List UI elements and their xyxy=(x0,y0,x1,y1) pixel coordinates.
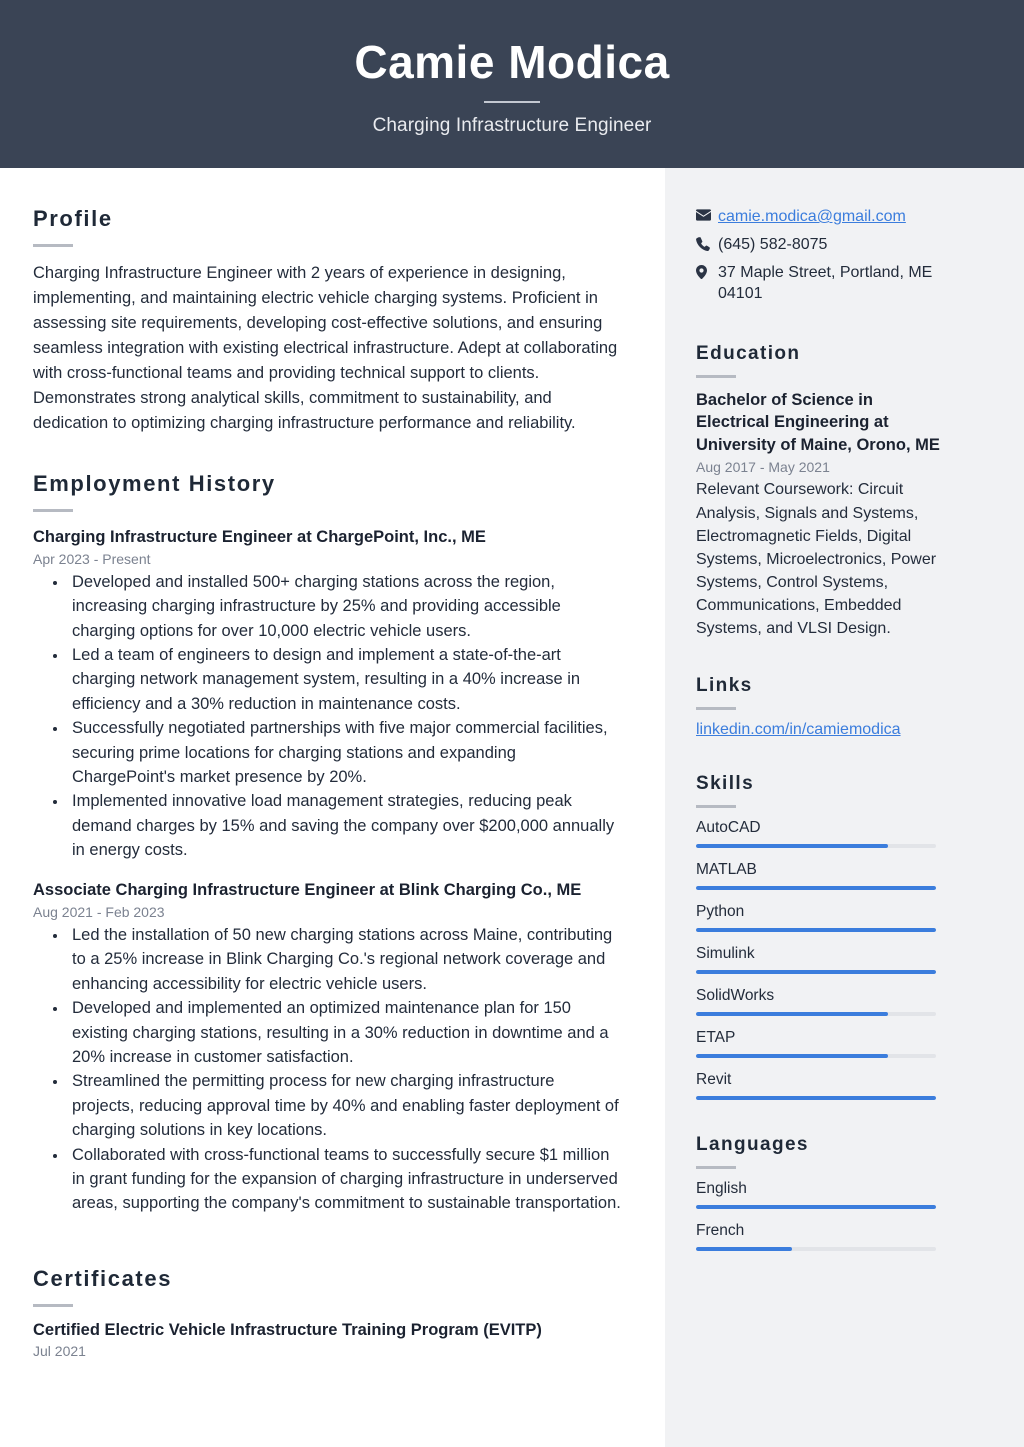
skill-label: ETAP xyxy=(696,1028,736,1046)
skill-item xyxy=(696,903,950,932)
job-entry xyxy=(33,879,621,1216)
contact-value: (645) 582-8075 xyxy=(718,235,828,253)
section-divider xyxy=(33,244,73,247)
resume-header xyxy=(0,0,1024,168)
skills-heading: Skills xyxy=(696,772,755,794)
level-fill xyxy=(696,844,888,848)
skill-level-bar xyxy=(696,1012,936,1016)
section-employment-history xyxy=(33,471,621,1216)
certificate-title: Certified Electric Vehicle Infrastructure Training Program (EVITP) xyxy=(33,1320,542,1339)
employment-heading: Employment History xyxy=(33,470,276,496)
header-job-title: Charging Infrastructure Engineer xyxy=(372,114,652,136)
skill-item xyxy=(696,987,950,1016)
certificate-entry xyxy=(33,1321,621,1359)
skill-level-bar xyxy=(696,970,936,974)
section-languages xyxy=(696,1134,950,1251)
skill-item xyxy=(696,819,950,848)
job-bullet: • Led the installation of 50 new charging stations across Maine, contributing to a 25% increase in Blink Charging Co.'s regional network coverage and enhancing accessibility for electric vehicle users. xyxy=(68,923,621,996)
job-bullet: • Developed and installed 500+ charging stations across the region, increasing charging infrastructure by 25% and providing accessible charging options for over 10,000 electric vehicle users. xyxy=(68,570,621,643)
skill-label: Python xyxy=(696,902,745,920)
phone-icon xyxy=(696,234,718,251)
sidebar-link[interactable]: linkedin.com/in/camiemodica xyxy=(696,720,901,738)
skill-label: SolidWorks xyxy=(696,986,775,1004)
education-description: Relevant Coursework: Circuit Analysis, Signals and Systems, Electromagnetic Fields, Digital Systems, Microelectronics, Power Systems, Control Systems, Communications, Embedded Systems, and VLSI Design. xyxy=(696,481,937,638)
languages-heading: Languages xyxy=(696,1133,809,1155)
level-fill xyxy=(696,1247,792,1251)
certificates-heading: Certificates xyxy=(33,1265,173,1291)
job-bullet-list xyxy=(54,923,621,1216)
job-bullet: • Successfully negotiated partnerships with five major commercial facilities, securing prime locations for charging stations and expanding ChargePoint's market presence by 20%. xyxy=(68,716,621,789)
contact-info xyxy=(696,206,950,305)
spacer xyxy=(33,1232,621,1266)
section-divider xyxy=(696,1166,736,1169)
language-label: English xyxy=(696,1179,747,1197)
main-column xyxy=(0,168,665,1447)
job-entry xyxy=(33,526,621,863)
certificates-list xyxy=(33,1321,621,1359)
envelope-icon xyxy=(696,206,718,221)
job-bullet: • Led a team of engineers to design and implement a state-of-the-art charging network management system, resulting in a 40% increase in efficiency and a 30% reduction in maintenance costs. xyxy=(68,643,621,716)
job-bullet: • Developed and implemented an optimized maintenance plan for 150 existing charging stations, resulting in a 30% reduction in downtime and a 20% increase in customer satisfaction. xyxy=(68,996,621,1069)
profile-text: Charging Infrastructure Engineer with 2 years of experience in designing, implementing, and maintaining electric vehicle charging systems. Proficient in assessing site requirements, developing cost-effective solutions, and ensuring seamless integration with existing electrical infrastructure. Adept at collaborating with cross-functional teams and providing technical support to clients. Demonstrates strong analytical skills, commitment to sustainability, and dedication to optimizing charging infrastructure performance and reliability. xyxy=(33,264,618,433)
level-fill xyxy=(696,970,936,974)
section-divider xyxy=(696,707,736,710)
contact-value: 37 Maple Street, Portland, ME 04101 xyxy=(718,263,933,303)
level-fill xyxy=(696,1012,888,1016)
section-divider xyxy=(696,375,736,378)
job-dates: Apr 2023 - Present xyxy=(33,550,151,567)
level-fill xyxy=(696,928,936,932)
level-fill xyxy=(696,886,936,890)
links-list xyxy=(696,721,950,739)
language-level-bar xyxy=(696,1205,936,1209)
skill-level-bar xyxy=(696,844,936,848)
skills-list xyxy=(696,819,950,1100)
contact-row xyxy=(696,206,950,228)
section-certificates xyxy=(33,1266,621,1359)
education-heading: Education xyxy=(696,343,801,364)
contact-value xyxy=(718,206,950,228)
job-dates: Aug 2021 - Feb 2023 xyxy=(33,903,165,920)
section-education xyxy=(696,343,950,641)
language-level-bar xyxy=(696,1247,936,1251)
contact-row xyxy=(696,234,950,256)
jobs-list xyxy=(33,526,621,1216)
job-bullet: • Implemented innovative load management strategies, reducing peak demand charges by 15% and saving the company over $200,000 annually in energy costs. xyxy=(68,789,621,862)
language-item xyxy=(696,1180,950,1209)
spacer xyxy=(33,437,621,471)
contact-row xyxy=(696,262,950,306)
language-item xyxy=(696,1222,950,1251)
job-title: Associate Charging Infrastructure Engineer at Blink Charging Co., ME xyxy=(33,880,582,899)
skill-label: Revit xyxy=(696,1070,732,1088)
skill-item xyxy=(696,1071,950,1100)
job-bullet-list xyxy=(54,570,621,863)
skill-label: Simulink xyxy=(696,944,755,962)
education-dates: Aug 2017 - May 2021 xyxy=(696,459,830,476)
job-bullet: • Collaborated with cross-functional teams to successfully secure $1 million in grant funding for the expansion of charging infrastructure in underserved areas, supporting the company's commitment to sustainable transportation. xyxy=(68,1143,621,1216)
level-fill xyxy=(696,1054,888,1058)
skill-level-bar xyxy=(696,928,936,932)
section-links xyxy=(696,675,950,739)
level-fill xyxy=(696,1096,936,1100)
skill-item xyxy=(696,945,950,974)
languages-list xyxy=(696,1180,950,1251)
sidebar-column xyxy=(665,168,1024,1447)
job-bullet: • Streamlined the permitting process for new charging infrastructure projects, reducing approval time by 40% and enabling faster deployment of charging solutions in key locations. xyxy=(68,1069,621,1142)
job-title: Charging Infrastructure Engineer at ChargePoint, Inc., ME xyxy=(33,527,486,546)
skill-level-bar xyxy=(696,886,936,890)
contact-email-link[interactable]: camie.modica@gmail.com xyxy=(718,208,906,225)
language-label: French xyxy=(696,1221,745,1239)
resume-body xyxy=(0,168,1024,1447)
profile-heading: Profile xyxy=(33,206,113,231)
education-degree: Bachelor of Science in Electrical Engineering at University of Maine, Orono, ME xyxy=(696,391,940,454)
section-divider xyxy=(696,805,736,808)
skill-item xyxy=(696,861,950,890)
skill-level-bar xyxy=(696,1096,936,1100)
skill-item xyxy=(696,1029,950,1058)
links-heading: Links xyxy=(696,674,753,696)
section-skills xyxy=(696,773,950,1100)
header-divider xyxy=(484,101,540,103)
skill-level-bar xyxy=(696,1054,936,1058)
skill-label: AutoCAD xyxy=(696,818,761,836)
level-fill xyxy=(696,1205,936,1209)
section-profile xyxy=(33,206,621,437)
skill-label: MATLAB xyxy=(696,860,757,878)
page-title: Camie Modica xyxy=(354,36,670,89)
section-divider xyxy=(33,509,73,512)
certificate-date: Jul 2021 xyxy=(33,1342,86,1359)
section-divider xyxy=(33,1304,73,1307)
location-pin-icon xyxy=(696,262,718,279)
